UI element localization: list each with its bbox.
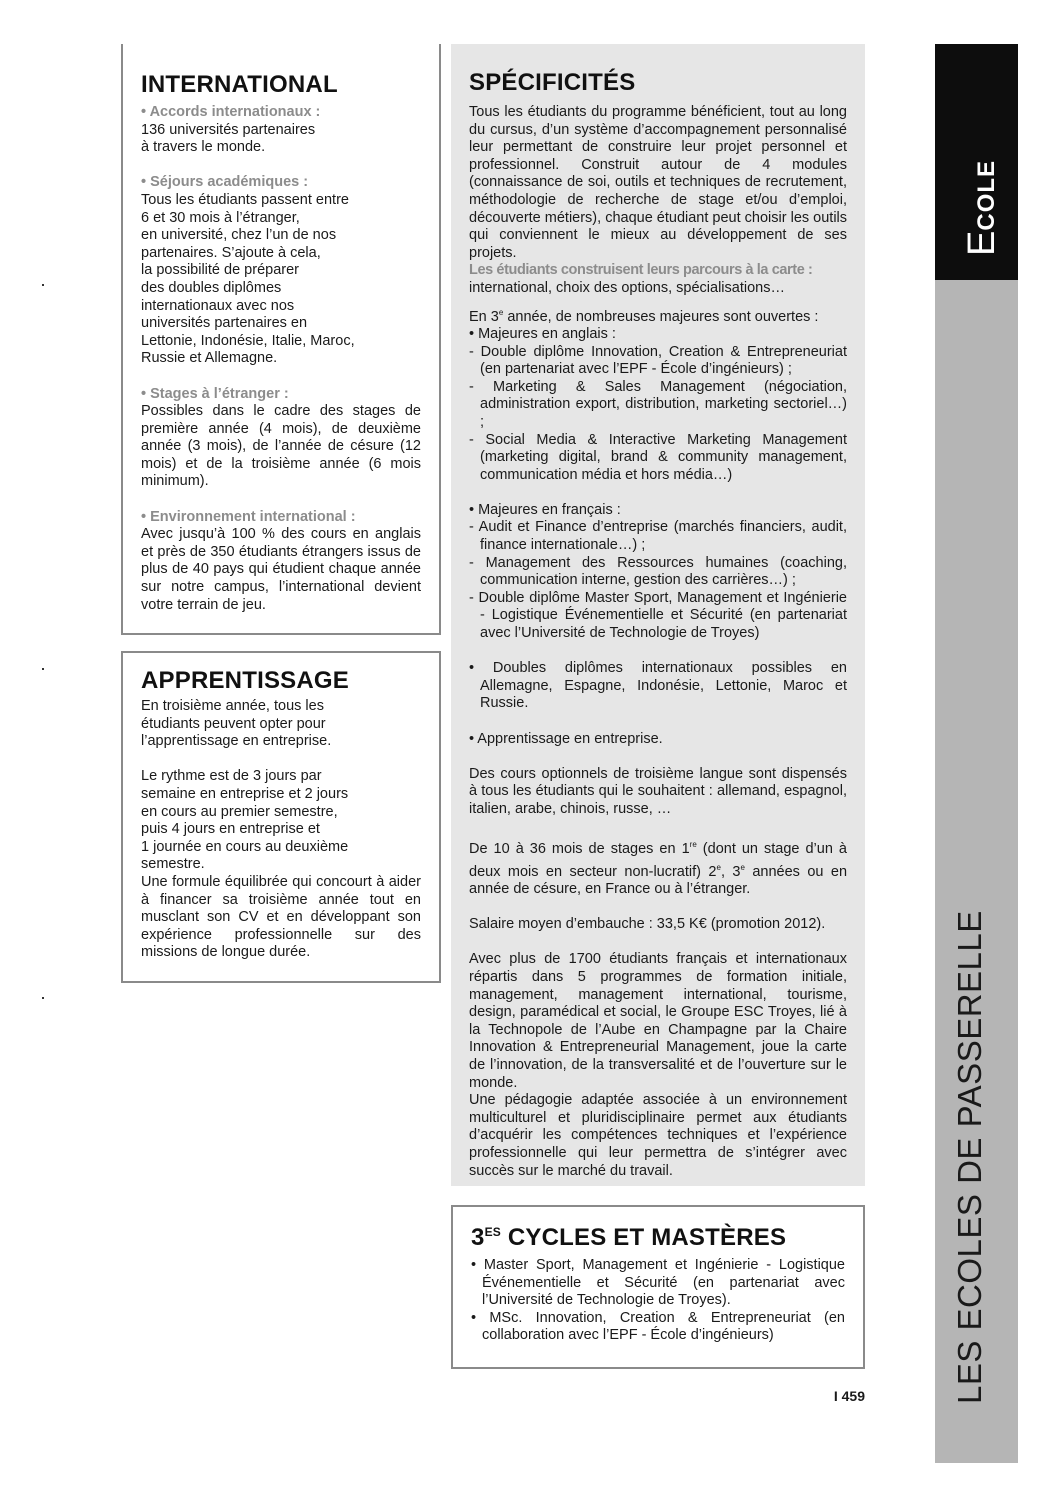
anglais-heading: • Majeures en anglais : bbox=[469, 325, 616, 342]
doubles-list bbox=[469, 660, 847, 713]
anglais-list bbox=[469, 344, 847, 485]
accords-line: à travers le monde. bbox=[141, 139, 266, 156]
intro-text: Tous les étudiants du programme bénéficient, tout au long du cursus, d’un système d’accompagnement personnalisé leur permettant de construire leur projet personnel et professionnel. Construit autour de 4 modules (connaissance de soi, outils et techniques de recrutement, méthodologie de recherche de stage et/ou d’emploi, découverte métiers), chaque étudiant peut choisir les outils qui conviennent le mieux au développement de ses projets. bbox=[469, 104, 848, 261]
doubles-diplomes-item: • Doubles diplômes internationaux possibles en Allemagne, Espagne, Indonésie, Lettonie, Maroc et Russie. bbox=[469, 660, 847, 712]
sejours-line: Russie et Allemagne. bbox=[141, 350, 278, 367]
section-label: LES ECOLES DE PASSERELLE bbox=[951, 910, 988, 1404]
specificites-section bbox=[451, 44, 865, 1186]
sidebar-section-tab bbox=[935, 280, 1018, 1463]
page-number: I 459 bbox=[833, 1388, 865, 1404]
apprentissage-item: • Apprentissage en entreprise. bbox=[469, 730, 663, 747]
sejours-line: Tous les étudiants passent entre bbox=[141, 191, 349, 208]
groupe-text: Avec plus de 1700 étudiants français et internationaux répartis dans 5 programmes de formation initiale, management, management international, tourisme, design, paramédical et social, le Groupe ESC Troyes, lié à la Technopole de l’Aube en Champagne par la Chaire Innovation & Entrepreneurial Management, joue la carte de l’innovation, de la transversalité et de l’ouverture sur le monde. bbox=[469, 951, 847, 1091]
rythme-line: semaine en entreprise et 2 jours bbox=[141, 785, 349, 802]
rythme-line: puis 4 jours en entreprise et bbox=[141, 821, 320, 838]
rythme-line: semestre. bbox=[141, 856, 205, 873]
ecole-label: ECOLE bbox=[961, 159, 1003, 256]
rythme-line: Le rythme est de 3 jours par bbox=[141, 768, 322, 785]
sejours-line: en université, chez l’un de nos bbox=[141, 227, 337, 244]
accords-line: 136 universités partenaires bbox=[141, 121, 316, 138]
apprentissage-line: étudiants peuvent opter pour bbox=[141, 715, 326, 732]
salaire-text: Salaire moyen d’embauche : 33,5 K€ (promotion 2012). bbox=[469, 916, 826, 933]
environment-heading: • Environnement international : bbox=[141, 508, 356, 525]
list-item: • MSc. Innovation, Creation & Entrepreneuriat (en collaboration avec l’EPF - École d’ingénieurs) bbox=[471, 1309, 845, 1344]
sejours-line: des doubles diplômes bbox=[141, 279, 282, 296]
apprentissage-line: l’apprentissage en entreprise. bbox=[141, 733, 332, 750]
margin-dot bbox=[42, 284, 44, 286]
cycles-title: $3^{ES}$ CYCLES ET MASTÈRES bbox=[471, 1224, 787, 1251]
environment-text: Avec jusqu’à 100 % des cours en anglais et près de 350 étudiants étrangers issus de plus de 40 pays qui étudient chaque année sur notre campus, l’international devient votre terrain de jeu. bbox=[141, 526, 421, 613]
rythme-line: 1 journée en cours au deuxième bbox=[141, 838, 349, 855]
margin-dot bbox=[42, 997, 44, 999]
list-item: - Marketing & Sales Management (négociation, administration export, distribution, marketing sectoriel…) ; bbox=[469, 378, 847, 430]
apprentissage-line: En troisième année, tous les bbox=[141, 698, 324, 714]
list-item: • Master Sport, Management et Ingénierie - Logistique Événementielle et Sécurité (en partenariat avec l’Université de Technologie de Troyes). bbox=[471, 1257, 845, 1309]
cycles-section bbox=[451, 1205, 865, 1369]
sejours-line: universités partenaires en bbox=[141, 315, 308, 332]
sejours-line: Lettonie, Indonésie, Italie, Maroc, bbox=[141, 332, 355, 349]
accords-heading: • Accords internationaux : bbox=[141, 104, 321, 120]
list-item: - Management des Ressources humaines (coaching, communication interne, gestion des carrières…) ; bbox=[469, 554, 847, 589]
majeures-intro: En 3e année, de nombreuses majeures sont ouvertes : bbox=[469, 307, 819, 325]
carte-heading: Les étudiants construisent leurs parcours à la carte : bbox=[469, 262, 813, 279]
list-item: - Double diplôme Innovation, Creation & Entrepreneuriat (en partenariat avec l’EPF - École d’ingénieurs) ; bbox=[469, 343, 847, 378]
rythme-line: en cours au premier semestre, bbox=[141, 803, 338, 820]
sejours-line: la possibilité de préparer bbox=[141, 262, 299, 279]
carte-text: international, choix des options, spécialisations… bbox=[469, 279, 785, 296]
stages-heading: • Stages à l’étranger : bbox=[141, 385, 289, 402]
international-section bbox=[121, 44, 441, 635]
apprentissage-section bbox=[121, 651, 441, 983]
sejours-line: internationaux avec nos bbox=[141, 297, 295, 314]
sejours-line: 6 et 30 mois à l’étranger, bbox=[141, 209, 300, 226]
pedagogie-text: Une pédagogie adaptée associée à un environnement multiculturel et pluridisciplinaire permet aux étudiants d’acquérir les compétences techniques et l’expérience professionnelle qui leur permettra de s’intégrer avec succès sur le marché du travail. bbox=[469, 1092, 847, 1179]
sejours-heading: • Séjours académiques : bbox=[141, 174, 309, 191]
francais-heading: • Majeures en français : bbox=[469, 501, 621, 518]
sejours-line: partenaires. S’ajoute à cela, bbox=[141, 244, 321, 261]
list-item: - Social Media & Interactive Marketing Management (marketing digital, brand & community management, communication média et hors média…) bbox=[469, 431, 847, 483]
international-title: INTERNATIONAL bbox=[141, 71, 338, 98]
list-item: - Double diplôme Master Sport, Management et Ingénierie - Logistique Événementielle et Sécurité (en partenariat avec l’Université de Technologie de Troyes) bbox=[469, 589, 847, 642]
langue-text: Des cours optionnels de troisième langue sont dispensés à tous les étudiants qui le souhaitent : allemand, espagnol, italien, arabe, chinois, russe, … bbox=[469, 765, 847, 817]
francais-list bbox=[469, 519, 847, 642]
specificites-title: SPÉCIFICITÉS bbox=[469, 69, 636, 96]
list-item: - Audit et Finance d’entreprise (marchés financiers, audit, finance internationale…) ; bbox=[469, 519, 847, 554]
margin-dot bbox=[42, 668, 44, 670]
apprentissage-title: APPRENTISSAGE bbox=[141, 667, 349, 694]
stages-text: Possibles dans le cadre des stages de première année (4 mois), de deuxième année (3 mois), de l’année de césure (12 mois) et de la troisième année (6 mois minimum). bbox=[141, 403, 421, 490]
formule-text: Une formule équilibrée qui concourt à aider à financer sa troisième année tout en musclant son CV et en développant son expérience professionnelle sur des missions de longue durée. bbox=[141, 873, 421, 961]
sidebar-ecole-tab bbox=[935, 44, 1018, 280]
stages-text: De 10 à 36 mois de stages en 1re (dont un stage d’un à deux mois en secteur non-lucratif) 2e, 3e années ou en année de césure, en France ou à l’étranger. bbox=[469, 840, 848, 898]
cycles-list bbox=[471, 1257, 845, 1345]
